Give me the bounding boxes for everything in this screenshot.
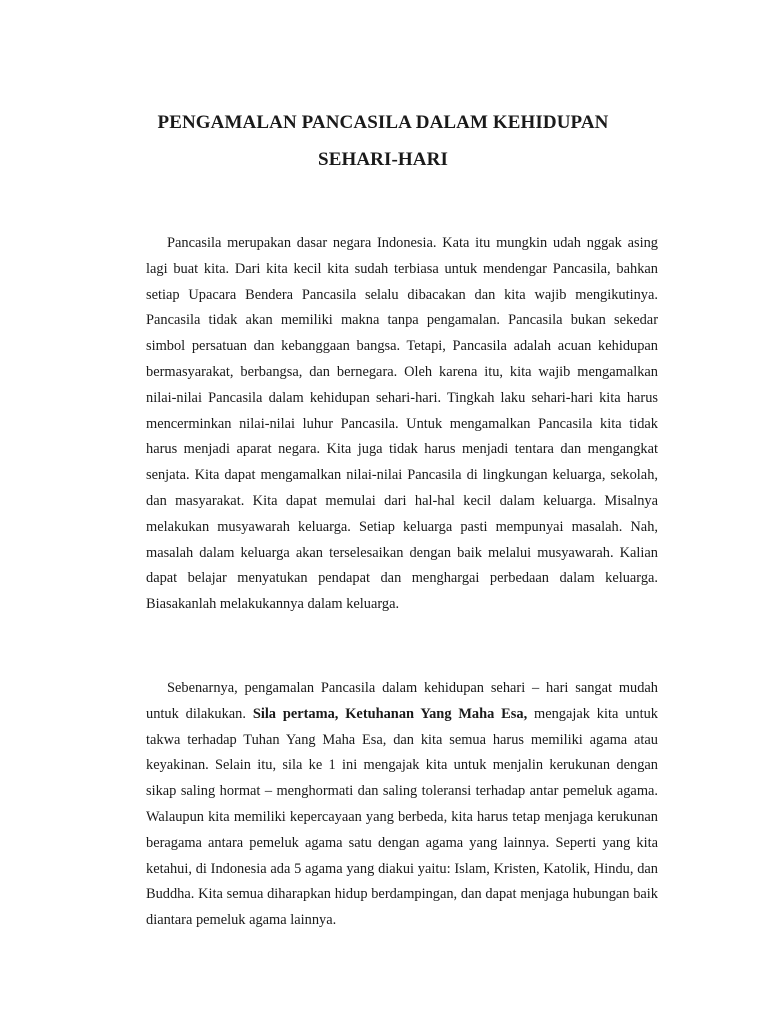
paragraph-sila-pertama bbox=[146, 676, 658, 934]
document-title-line-1: PENGAMALAN PANCASILA DALAM KEHIDUPAN bbox=[157, 112, 609, 133]
document-title-line-2: SEHARI-HARI bbox=[318, 149, 448, 170]
paragraph-2-text-start: Sebenarnya, pengamalan Pancasila dalam kehidupan sehari – hari sangat mudah untuk dilakukan. bbox=[146, 680, 658, 722]
paragraph-2-bold-phrase: Sila pertama, Ketuhanan Yang Maha Esa, bbox=[252, 705, 528, 722]
paragraph-intro: Pancasila merupakan dasar negara Indonesia. Kata itu mungkin udah nggak asing lagi buat kita. Dari kita kecil kita sudah terbiasa untuk mendengar Pancasila, bahkan setiap Upacara Bendera Pancasila selalu dibacakan dan kita wajib mengikutinya. Pancasila tidak akan memiliki makna tanpa pengamalan. Pancasila bukan sekedar simbol persatuan dan kebanggaan bangsa. Tetapi, Pancasila adalah acuan kehidupan bermasyarakat, berbangsa, dan bernegara. Oleh karena itu, kita wajib mengamalkan nilai-nilai Pancasila dalam kehidupan sehari-hari. Tingkah laku sehari-hari kita harus mencerminkan nilai-nilai luhur Pancasila. Untuk mengamalkan Pancasila kita tidak harus menjadi aparat negara. Kita juga tidak harus menjadi tentara dan mengangkat senjata. Kita dapat mengamalkan nilai-nilai Pancasila di lingkungan keluarga, sekolah, dan masyarakat. Kita dapat memulai dari hal-hal kecil dalam keluarga. Misalnya melakukan musyawarah keluarga. Setiap keluarga pasti mempunyai masalah. Nah, masalah dalam keluarga akan terselesaikan dengan baik melalui musyawarah. Kalian dapat belajar menyatukan pendapat dan menghargai perbedaan dalam keluarga. Biasakanlah melakukannya dalam keluarga. bbox=[146, 235, 658, 613]
paragraph-2-text-end: mengajak kita untuk takwa terhadap Tuhan Yang Maha Esa, dan kita semua harus memiliki agama atau keyakinan. Selain itu, sila ke 1 ini mengajak kita untuk menjalin kerukunan dengan sikap saling hormat – menghormati dan saling toleransi terhadap antar pemeluk agama. Walaupun kita memiliki kepercayaan yang berbeda, kita harus tetap menjaga kerukunan beragama antara pemeluk agama satu dengan agama yang lainnya. Seperti yang kita ketahui, di Indonesia ada 5 agama yang diakui yaitu: Islam, Kristen, Katolik, Hindu, dan Buddha. Kita semua diharapkan hidup berdampingan, dan dapat menjaga hubungan baik diantara pemeluk agama lainnya. bbox=[146, 705, 658, 929]
